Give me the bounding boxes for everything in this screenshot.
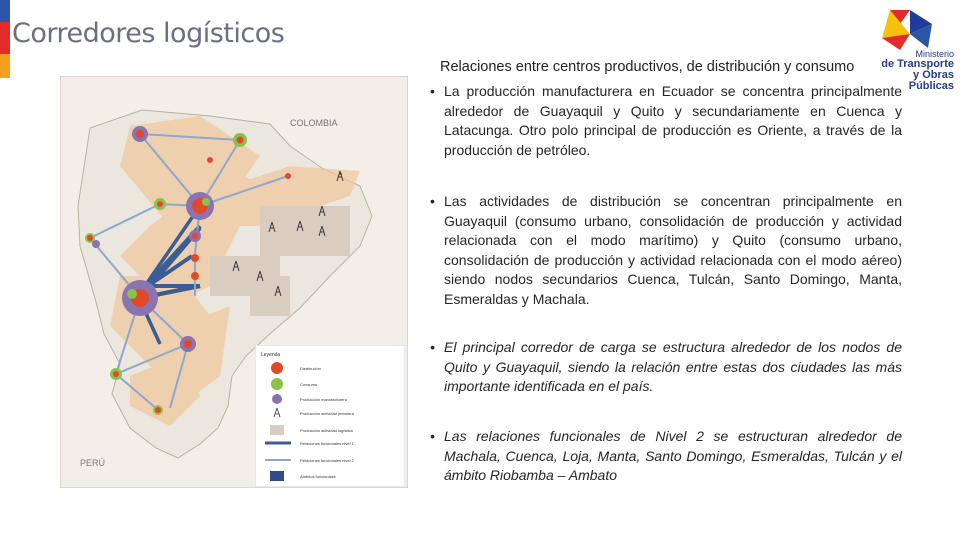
map-label-colombia: COLOMBIA [290,118,338,128]
bullet-3 [430,338,902,397]
map-label-peru: PERÚ [80,458,106,468]
legend-item-1: Distribución [300,366,321,371]
section-subtitle: Relaciones entre centros productivos, de distribución y consumo [440,59,855,75]
bullet-text: La producción manufacturera en Ecuador se concentra principalmente alrededor de Guayaquil y Quito y secundariamente en Cuenca y Latacunga. Otro polo principal de producción es Oriente, a través de la producción de petróleo. [444,83,902,158]
map-legend [255,345,405,487]
legend-item-8: Ámbitos funcionales [300,474,336,479]
legend-item-2: Consumo [300,382,318,387]
legend-item-7: Relaciones funcionales nivel 2 [300,458,354,463]
bullet-text: El principal corredor de carga se estructura alrededor de los nodos de Quito y Guayaquil, siendo la relación entre estas dos ciudades las más importante identificada en el país. [444,339,902,395]
legend-title: Leyenda [261,352,281,358]
page-title: Corredores logísticos [12,18,285,49]
bullet-marker: • [430,193,435,209]
legend-item-5: Producción actividad logística [300,428,353,433]
bullet-marker: • [430,339,435,355]
bullet-text: Las actividades de distribución se concentran principalmente en Guayaquil (consumo urbano, consolidación de producción y actividad relacionada con el modo marítimo) y Quito (consumo urbano, consolidación de producción y actividad relacionada con el modo aéreo) siendo nodos secundarios Cuenca, Tulcán, Santo Domingo, Manta, Esmeraldas y Machala. [444,193,902,307]
bullet-marker: • [430,83,435,99]
bullet-marker: • [430,428,435,444]
logo-line-3: y Obras Públicas [908,69,954,92]
bullet-1 [430,82,902,160]
accent-bar-red [0,22,10,54]
accent-bar-orange [0,54,10,78]
bullet-4 [430,427,902,486]
logo-line-1: Ministerio [915,49,954,59]
bullet-text: Las relaciones funcionales de Nivel 2 se estructuran alrededor de Machala, Cuenca, Loja, Manta, Santo Domingo, Esmeraldas, Tulcán y el ámbito Riobamba – Ambato [444,428,902,484]
legend-item-4: Producción actividad petrolera [300,411,354,416]
bullet-2 [430,192,902,310]
logo-line-2: de Transporte [881,58,954,70]
legend-item-3: Producción manufacturera [300,397,347,402]
legend-item-6: Relaciones funcionales nivel 1 [300,441,354,446]
accent-bar-blue [0,0,10,22]
